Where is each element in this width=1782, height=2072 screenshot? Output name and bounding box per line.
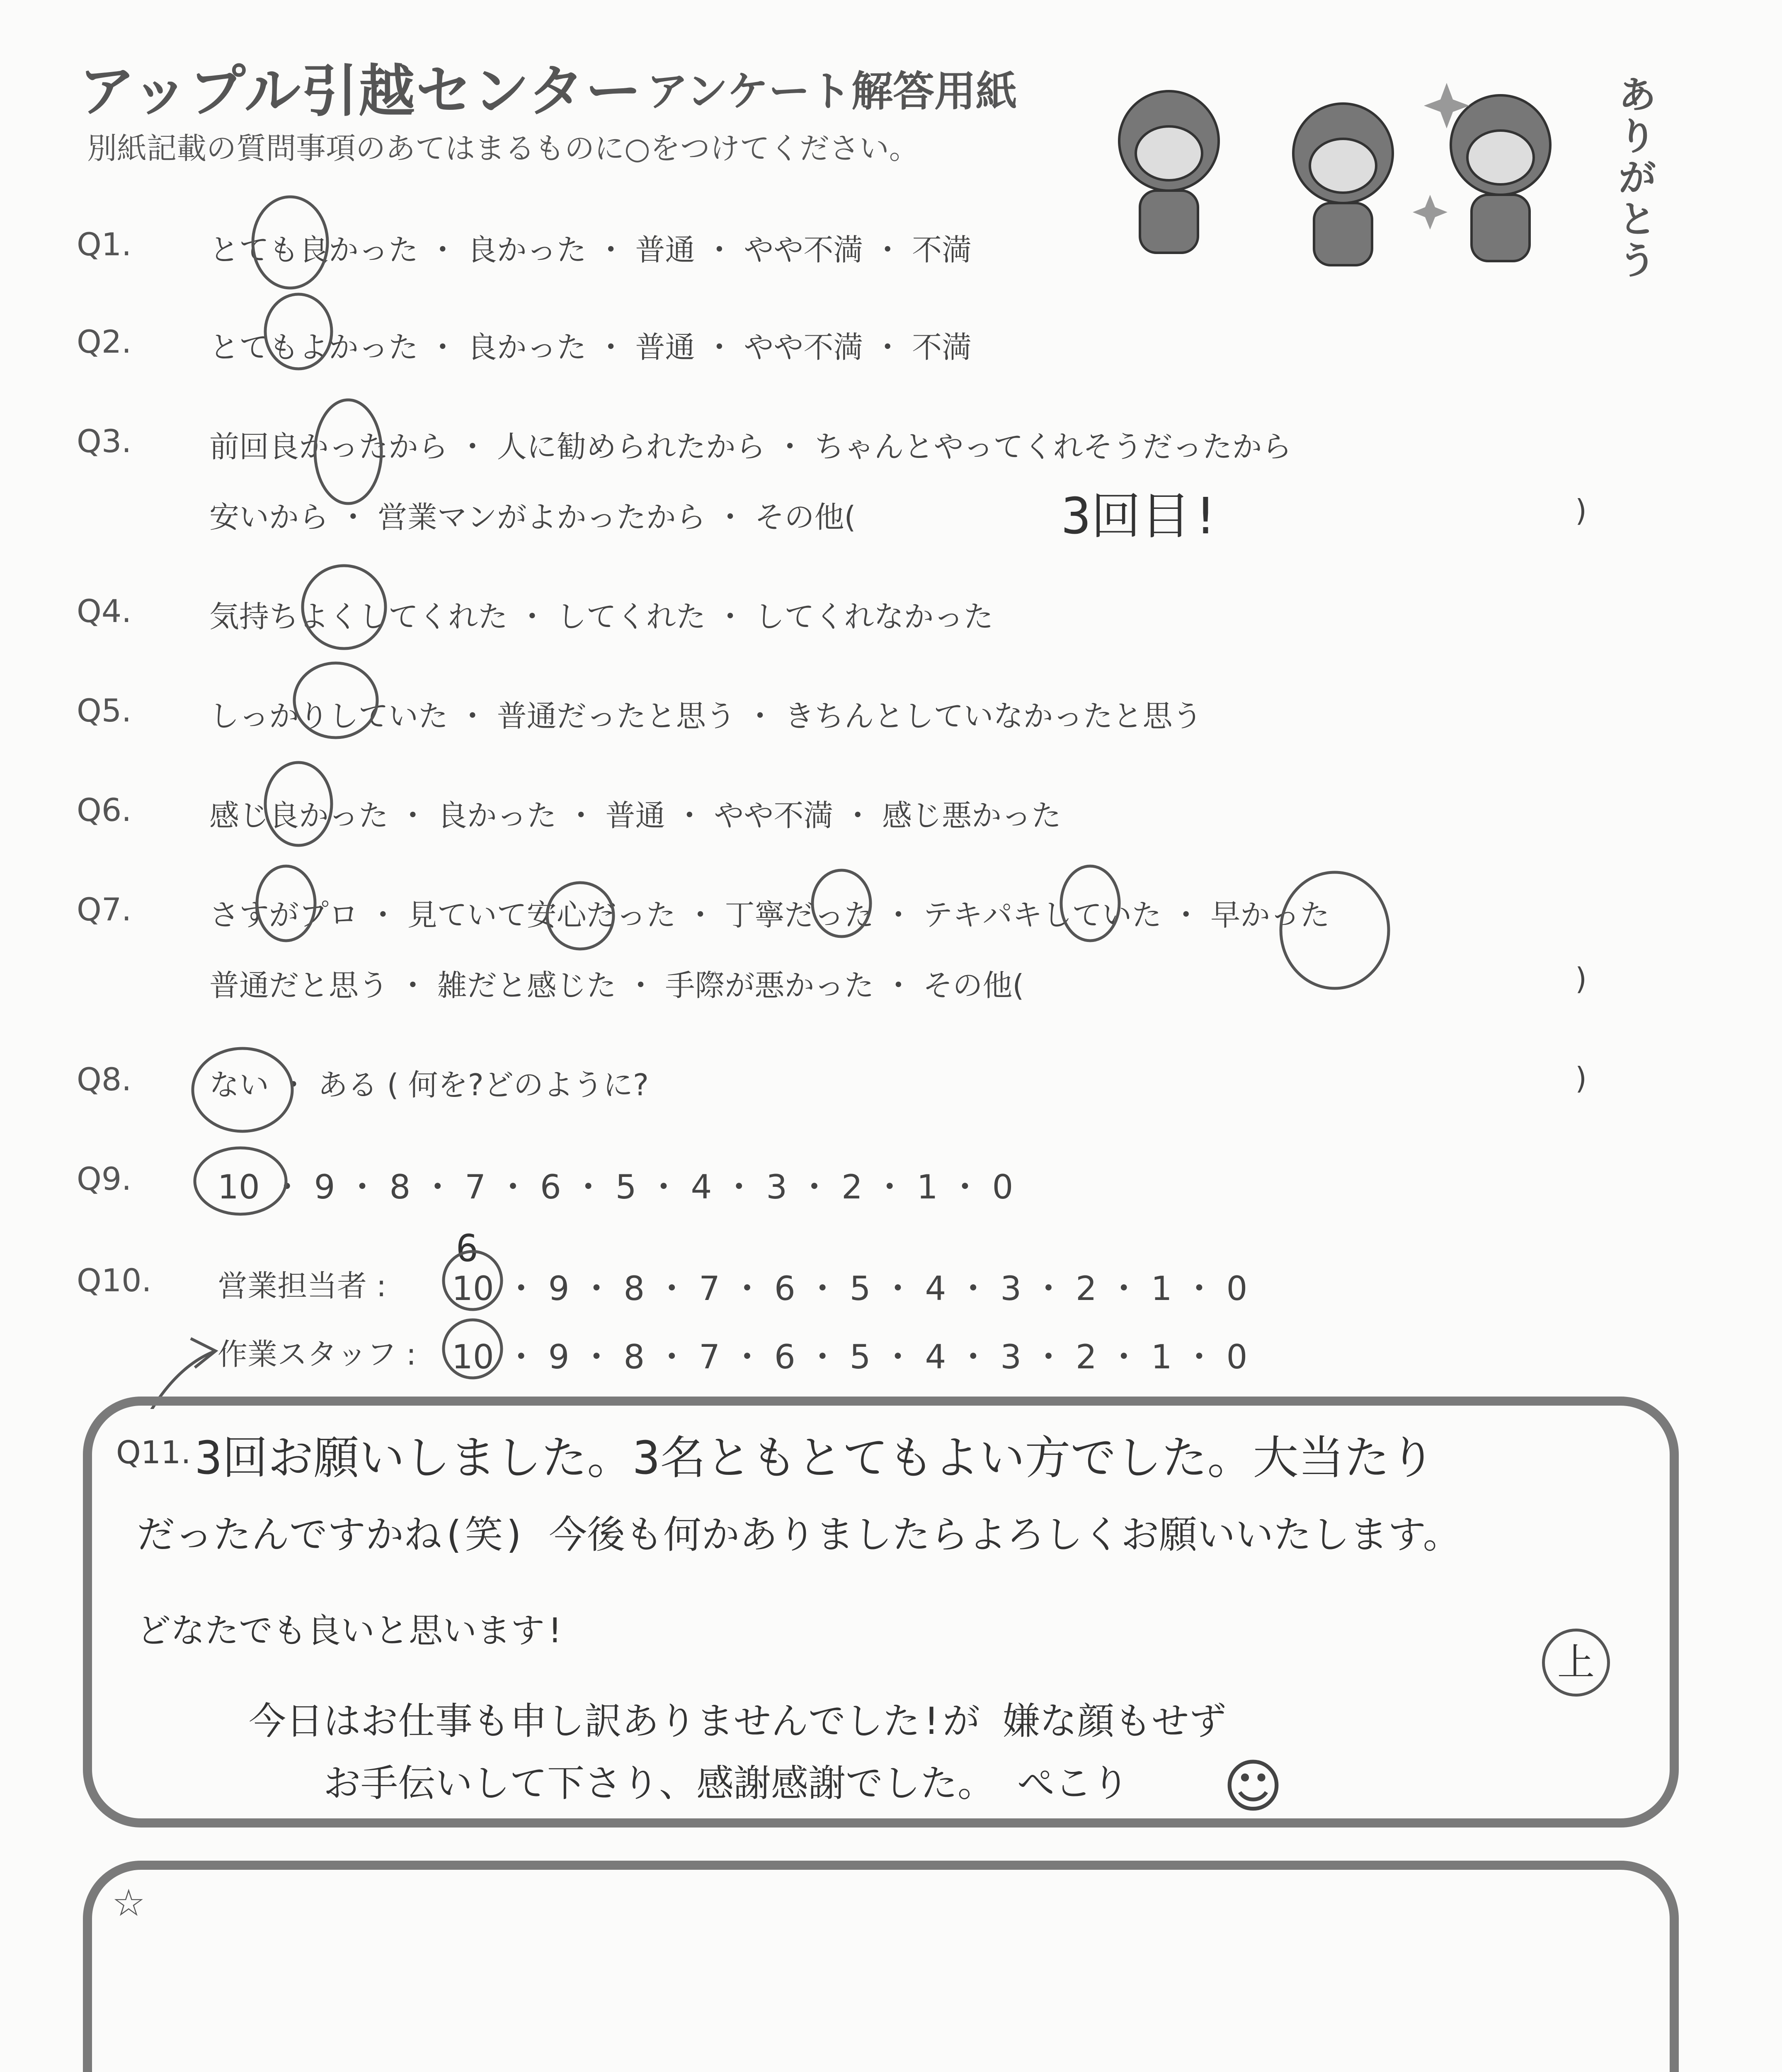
q10-sales-label: 営業担当者 : bbox=[218, 1268, 387, 1303]
q5-label: Q5. bbox=[77, 692, 132, 729]
circle-mark bbox=[315, 400, 381, 503]
q3-options-line1: 前回良かったから ・ 人に勧められたから ・ ちゃんとやってくれそうだったから bbox=[209, 429, 1292, 464]
q11-comment-line4: 今日はお仕事も申し訳ありませんでした!が 嫌な顔もせず bbox=[249, 1699, 1227, 1743]
form-subtitle: アンケート解答用紙 bbox=[647, 67, 1017, 116]
q8-paren-close: ) bbox=[1575, 1061, 1587, 1096]
q9-label: Q9. bbox=[77, 1160, 132, 1197]
star-icon: ☆ bbox=[112, 1881, 145, 1925]
q1-options: とても良かった ・ 良かった ・ 普通 ・ やや不満 ・ 不満 bbox=[209, 232, 972, 267]
q11-comment-line1: 3回お願いしました。3名ともとてもよい方でした。大当たり bbox=[195, 1431, 1435, 1484]
q3-other-handwritten: 3回目! bbox=[1061, 488, 1221, 545]
q4-options: 気持ちよくしてくれた ・ してくれた ・ してくれなかった bbox=[209, 599, 994, 634]
q1-label: Q1. bbox=[77, 226, 132, 263]
q7-options-line1: さすがプロ ・ 見ていて安心だった ・ 丁寧だった ・ テキパキしていた ・ 早かった bbox=[209, 898, 1330, 932]
q11-circled-mark: 上 bbox=[1542, 1629, 1610, 1697]
q11-label: Q11. bbox=[116, 1434, 191, 1471]
form-title: アップル引越センター bbox=[79, 59, 642, 124]
q11-comment-line5: お手伝いして下さり、感謝感謝でした。 ぺこり bbox=[323, 1762, 1130, 1805]
circle-mark bbox=[195, 1148, 286, 1214]
circle-mark bbox=[193, 1048, 292, 1131]
q11-comment-line3: どなたでも良いと思います! bbox=[137, 1611, 565, 1651]
q10-sales-scale: 10 ・ 9 ・ 8 ・ 7 ・ 6 ・ 5 ・ 4 ・ 3 ・ 2 ・ 1 ・ 0 bbox=[452, 1269, 1248, 1308]
q7-label: Q7. bbox=[77, 891, 132, 928]
q10-staff-label: 作業スタッフ : bbox=[218, 1337, 417, 1372]
circle-mark bbox=[303, 566, 385, 649]
q2-label: Q2. bbox=[77, 323, 132, 360]
q7-paren-close: ) bbox=[1575, 961, 1587, 996]
q9-scale: 10 ・ 9 ・ 8 ・ 7 ・ 6 ・ 5 ・ 4 ・ 3 ・ 2 ・ 1 ・ 0 bbox=[218, 1168, 1013, 1206]
circle-mark bbox=[253, 197, 327, 288]
circle-mark bbox=[294, 663, 377, 738]
q7-options-line2: 普通だと思う ・ 雑だと感じた ・ 手際が悪かった ・ その他( bbox=[209, 968, 1024, 1003]
q5-options: しっかりしていた ・ 普通だったと思う ・ きちんとしていなかったと思う bbox=[209, 699, 1203, 733]
q3-label: Q3. bbox=[77, 423, 132, 460]
circle-mark bbox=[265, 762, 332, 845]
q8-label: Q8. bbox=[77, 1061, 132, 1098]
q6-options: 感じ良かった ・ 良かった ・ 普通 ・ やや不満 ・ 感じ悪かった bbox=[209, 798, 1062, 833]
thanks-text: ありがとう bbox=[1619, 73, 1656, 283]
q8-options: ない ・ ある ( 何を?どのように? bbox=[209, 1067, 649, 1102]
q3-options-line2: 安いから ・ 営業マンがよかったから ・ その他( bbox=[209, 500, 856, 535]
circle-mark bbox=[257, 866, 315, 941]
smiley-icon: ☺ bbox=[1223, 1753, 1283, 1820]
q10-sales-handwritten-mark: 6 bbox=[456, 1227, 479, 1270]
circle-mark bbox=[1061, 866, 1119, 941]
circle-mark bbox=[265, 294, 332, 369]
instruction-text: 別紙記載の質問事項のあてはまるものに○をつけてください。 bbox=[87, 131, 919, 166]
circle-mark bbox=[444, 1320, 502, 1378]
circle-mark bbox=[812, 870, 870, 937]
circle-mark bbox=[444, 1251, 502, 1310]
circle-mark bbox=[547, 883, 613, 949]
q10-label: Q10. bbox=[77, 1262, 152, 1299]
circle-mark bbox=[1281, 872, 1389, 988]
q11-comment-line2: だったんですかね(笑) 今後も何かありましたらよろしくお願いいたします。 bbox=[137, 1513, 1461, 1557]
q4-label: Q4. bbox=[77, 593, 132, 629]
q6-label: Q6. bbox=[77, 792, 132, 828]
additional-comment-box bbox=[83, 1861, 1679, 2072]
q2-options: とてもよかった ・ 良かった ・ 普通 ・ やや不満 ・ 不満 bbox=[209, 330, 972, 365]
q3-paren-close: ) bbox=[1575, 493, 1587, 528]
q10-staff-scale: 10 ・ 9 ・ 8 ・ 7 ・ 6 ・ 5 ・ 4 ・ 3 ・ 2 ・ 1 ・ 0 bbox=[452, 1338, 1248, 1376]
